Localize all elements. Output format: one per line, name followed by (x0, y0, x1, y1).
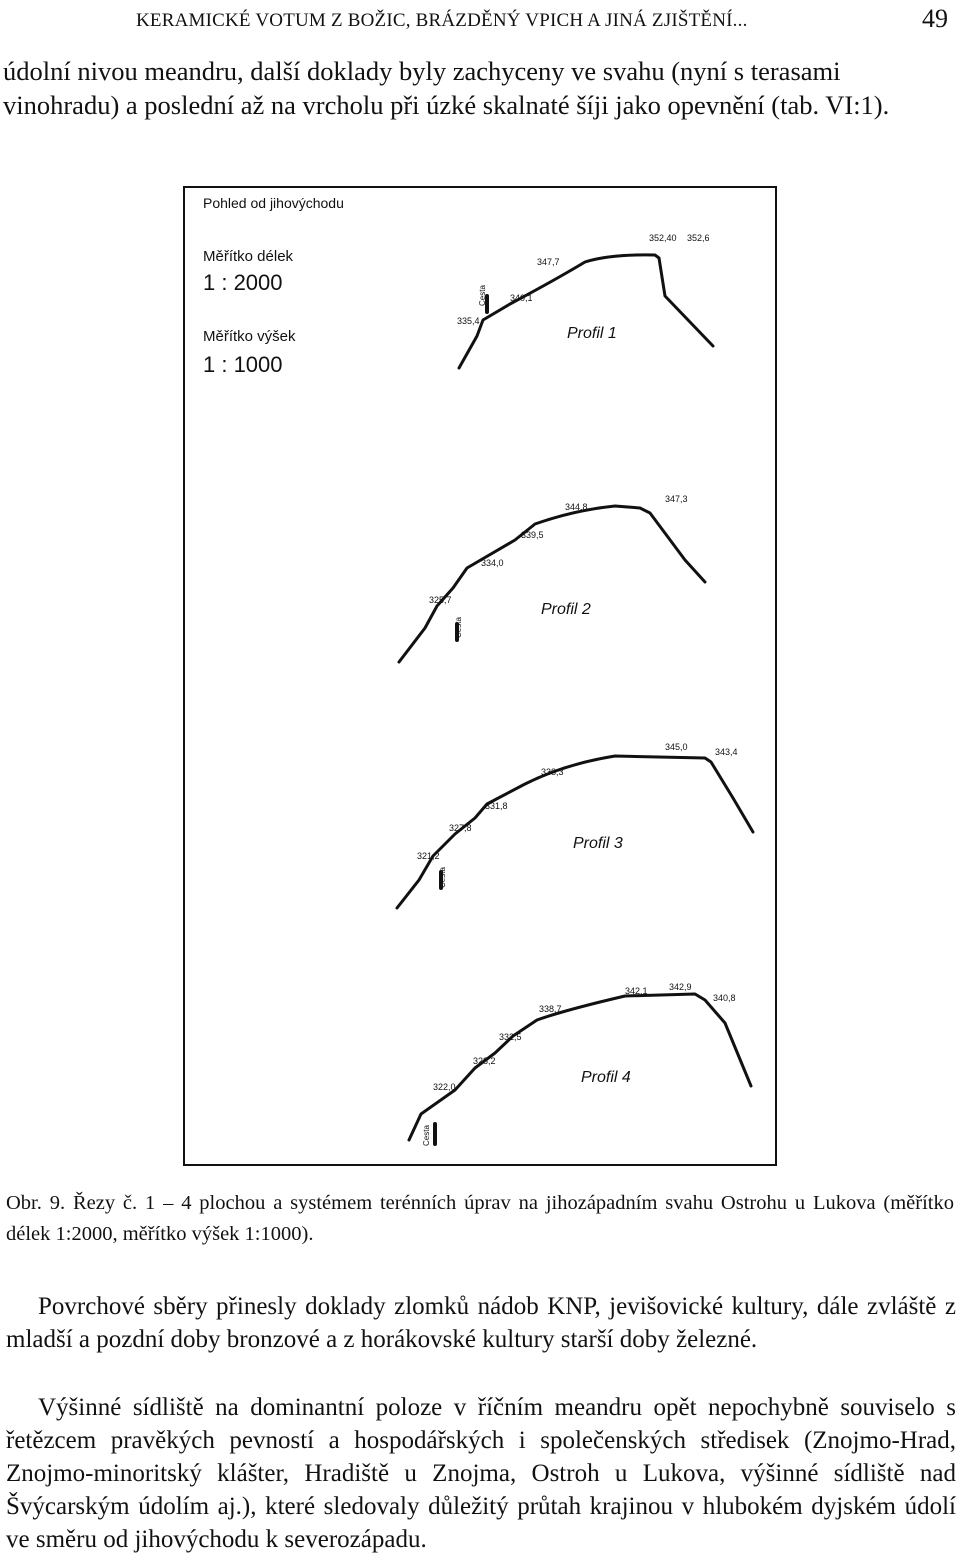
page-number: 49 (922, 4, 948, 33)
profile-4-height: 332,5 (499, 1032, 522, 1042)
profile-3-height: 345,0 (665, 742, 688, 752)
profile-2-height: 344,8 (565, 502, 588, 512)
figure-caption: Obr. 9. Řezy č. 1 – 4 plochou a systémem terénních úprav na jihozápadním svahu Ostrohu u Lukova (měřítko délek 1:2000, měřítko výšek 1:1000). (6, 1192, 954, 1245)
profile-1-height: 352,40 (649, 233, 677, 243)
running-header (18, 4, 948, 38)
profile-2-height: 334,0 (481, 558, 504, 568)
profile-2-line (399, 506, 705, 662)
scale-length-value: 1 : 2000 (203, 270, 283, 295)
profile-2-road-label: Cesta (454, 617, 463, 638)
profile-figure (183, 186, 777, 1166)
profile-3-height: 327,8 (449, 823, 472, 833)
running-title: KERAMICKÉ VOTUM Z BOŽIC, BRÁZDĚNÝ VPICH A JINÁ ZJIŠTĚNÍ... (136, 10, 748, 31)
profile-4-height: 328,2 (473, 1056, 496, 1066)
scale-length-label: Měřítko délek (203, 248, 294, 265)
profile-4-name: Profil 4 (581, 1069, 631, 1086)
profile-2-height: 347,3 (665, 494, 688, 504)
paragraph-top: údolní nivou meandru, další doklady byly zachyceny ve svahu (nyní s terasami vinohradu) a poslední až na vrcholu při úzké skalnaté šíji jako opevnění (tab. VI:1). (3, 56, 890, 120)
profile-4-height: 342,1 (625, 986, 648, 996)
profile-1-road-label: Cesta (478, 285, 487, 306)
profile-1-name: Profil 1 (567, 325, 617, 342)
profile-1-height: 352,6 (687, 233, 710, 243)
profile-drawing (185, 188, 779, 1168)
profile-3-height: 343,4 (715, 747, 738, 757)
profile-4-road-label: Cesta (422, 1125, 431, 1146)
view-label: Pohled od jihovýchodu (203, 195, 344, 211)
profile-3-height: 331,8 (485, 801, 508, 811)
profile-2-height: 339,5 (521, 530, 544, 540)
profile-3-height: 321,2 (417, 851, 440, 861)
paragraph: Výšinné sídliště na dominantní poloze v říčním meandru opět nepochybně souviselo s řetězcem pravěkých pevností a hospodářských i společenských středisek (Znojmo-Hrad, Znojmo-minoritský klášter, Hradiště u Znojma, Ostroh u Lukova, výšinné sídliště nad Švýcarským údolím aj.), které sledovaly důležitý průtah krajinou v hlubokém dyjském údolí ve směru od jihovýchodu k severozápadu. (6, 1394, 956, 1553)
profile-4-height: 322,0 (433, 1082, 456, 1092)
profile-3-name: Profil 3 (573, 835, 623, 852)
profile-2-height: 325,7 (429, 595, 452, 605)
paragraph: Povrchové sběry přinesly doklady zlomků nádob KNP, jevišovické kultury, dále zvláště z mladší a pozdní doby bronzové a z horákovské kultury starší doby železné. (6, 1293, 956, 1353)
profile-4-height: 338,7 (539, 1004, 562, 1014)
profile-4-height: 342,9 (669, 982, 692, 992)
profile-2-name: Profil 2 (541, 601, 591, 618)
profile-4-line (409, 994, 751, 1140)
profile-4-height: 340,8 (713, 993, 736, 1003)
profile-3-road-label: Cesta (438, 867, 447, 888)
profile-1-height: 335,4 (457, 316, 480, 326)
profile-1-line (459, 255, 713, 368)
profile-1-height: 347,7 (537, 257, 560, 267)
profile-3-height: 338,3 (541, 767, 564, 777)
profile-1-height: 340,1 (510, 293, 533, 303)
scale-height-value: 1 : 1000 (203, 352, 283, 377)
scale-height-label: Měřítko výšek (203, 328, 296, 345)
